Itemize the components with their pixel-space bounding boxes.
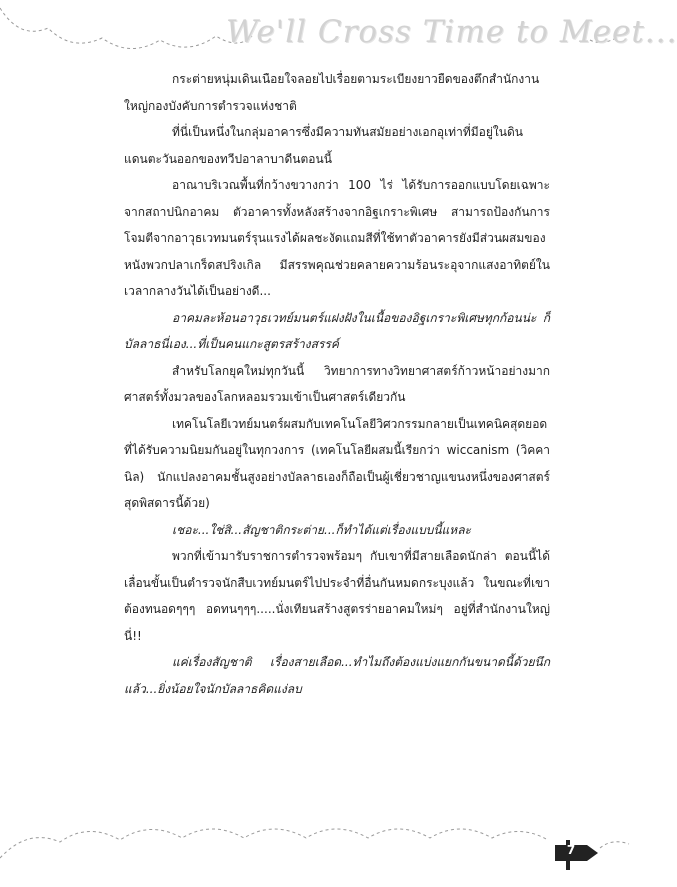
paragraph: อาณาบริเวณพื้นที่กว้างขวางกว่า 100 ไร่ ได้รับการออกแบบโดยเฉพาะจากสถาปนิกอาคม ตัวอาคารทั้งหลังสร้างจากอิฐเกราะพิเศษ สามารถป้องกันการโจมตีจากอาวุธเวทมนตร์รุนแรงได้ผลชะงัดแถมสีที่ใช้ทาตัวอาคารยังมีส่วนผสมของหนังพวกปลาเกร็ดสปริงเกิล มีสรรพคุณช่วยคลายความร้อนระอุจากแสงอาทิตย์ในเวลากลางวันได้เป็นอย่างดี... — [124, 178, 550, 298]
italic-paragraph: เชอะ...ใช่สิ...สัญชาติกระต่าย...ก็ทำได้แต่เรื่องแบบนี้แหละ — [172, 522, 471, 537]
paragraph: เทคโนโลยีเวทย์มนตร์ผสมกับเทคโนโลยีวิศวกรรมกลายเป็นเทคนิคสุดยอดที่ได้รับความนิยมกันอยู่ในทุกวงการ (เทคโนโลยีผสมนี้เรียกว่า wiccanism (วิคคานิล) นักแปลงอาคมชั้นสูงอย่างบัลลาธเองก็ถือเป็นผู้เชี่ยวชาญแขนงหนึ่งของศาสตร์สุดพิสดารนี้ด้วย) — [124, 416, 550, 510]
header-title: We'll Cross Time to Meet... — [226, 14, 677, 50]
body-text — [124, 66, 550, 702]
paragraph: สำหรับโลกยุคใหม่ทุกวันนี้ วิทยาการทางวิทยาศาสตร์ก้าวหน้าอย่างมาก ศาสตร์ทั้งมวลของโลกหลอมรวมเข้าเป็นศาสตร์เดียวกัน — [124, 363, 550, 404]
italic-paragraph: แค่เรื่องสัญชาติ เรื่องสายเลือด...ทำไมถึงต้องแบ่งแยกกันขนาดนี้ด้วยนึกแล้ว...ยิ่งน้อยใจนักบัลลาธคิดแง่ลบ — [124, 655, 550, 696]
italic-paragraph: อาคมละห้อนอาวุธเวทย์มนตร์แฝงฝังในเนื้อของอิฐเกราะพิเศษทุกก้อนน่ะ ก็บัลลาธนี่เอง...ที่เป็นคนแกะสูตรสร้างสรรค์ — [124, 310, 550, 351]
paragraph: พวกที่เข้ามารับราชการตำรวจพร้อมๆ กับเขาที่มีสายเลือดนักล่า ตอนนี้ได้เลื่อนขั้นเป็นตำรวจนักสืบเวทย์มนตร์ไปประจำที่อื่นกันหมดกระบุงแล้ว ในขณะที่เขาต้องทนอดๆๆๆ อดทนๆๆๆ.....นั่งเทียนสร้างสูตรร่ายอาคมใหม่ๆ อยู่ที่สำนักงานใหญ่นี่!! — [124, 549, 550, 643]
bottom-scallop-ornament — [0, 818, 629, 887]
page-number: 7 — [566, 843, 576, 857]
paragraph: ที่นี่เป็นหนึ่งในกลุ่มอาคารซึ่งมีความทันสมัยอย่างเอกอุเท่าที่มีอยู่ในดินแดนตะวันออกของทวีปอาลาบาดีนตอนนี้ — [124, 125, 523, 166]
paragraph: กระต่ายหนุ่มเดินเนือยใจลอยไปเรื่อยตามระเบียงยาวยืดของตึกสำนักงานใหญ่กองบังคับการตำรวจแห่งชาติ — [124, 72, 540, 113]
